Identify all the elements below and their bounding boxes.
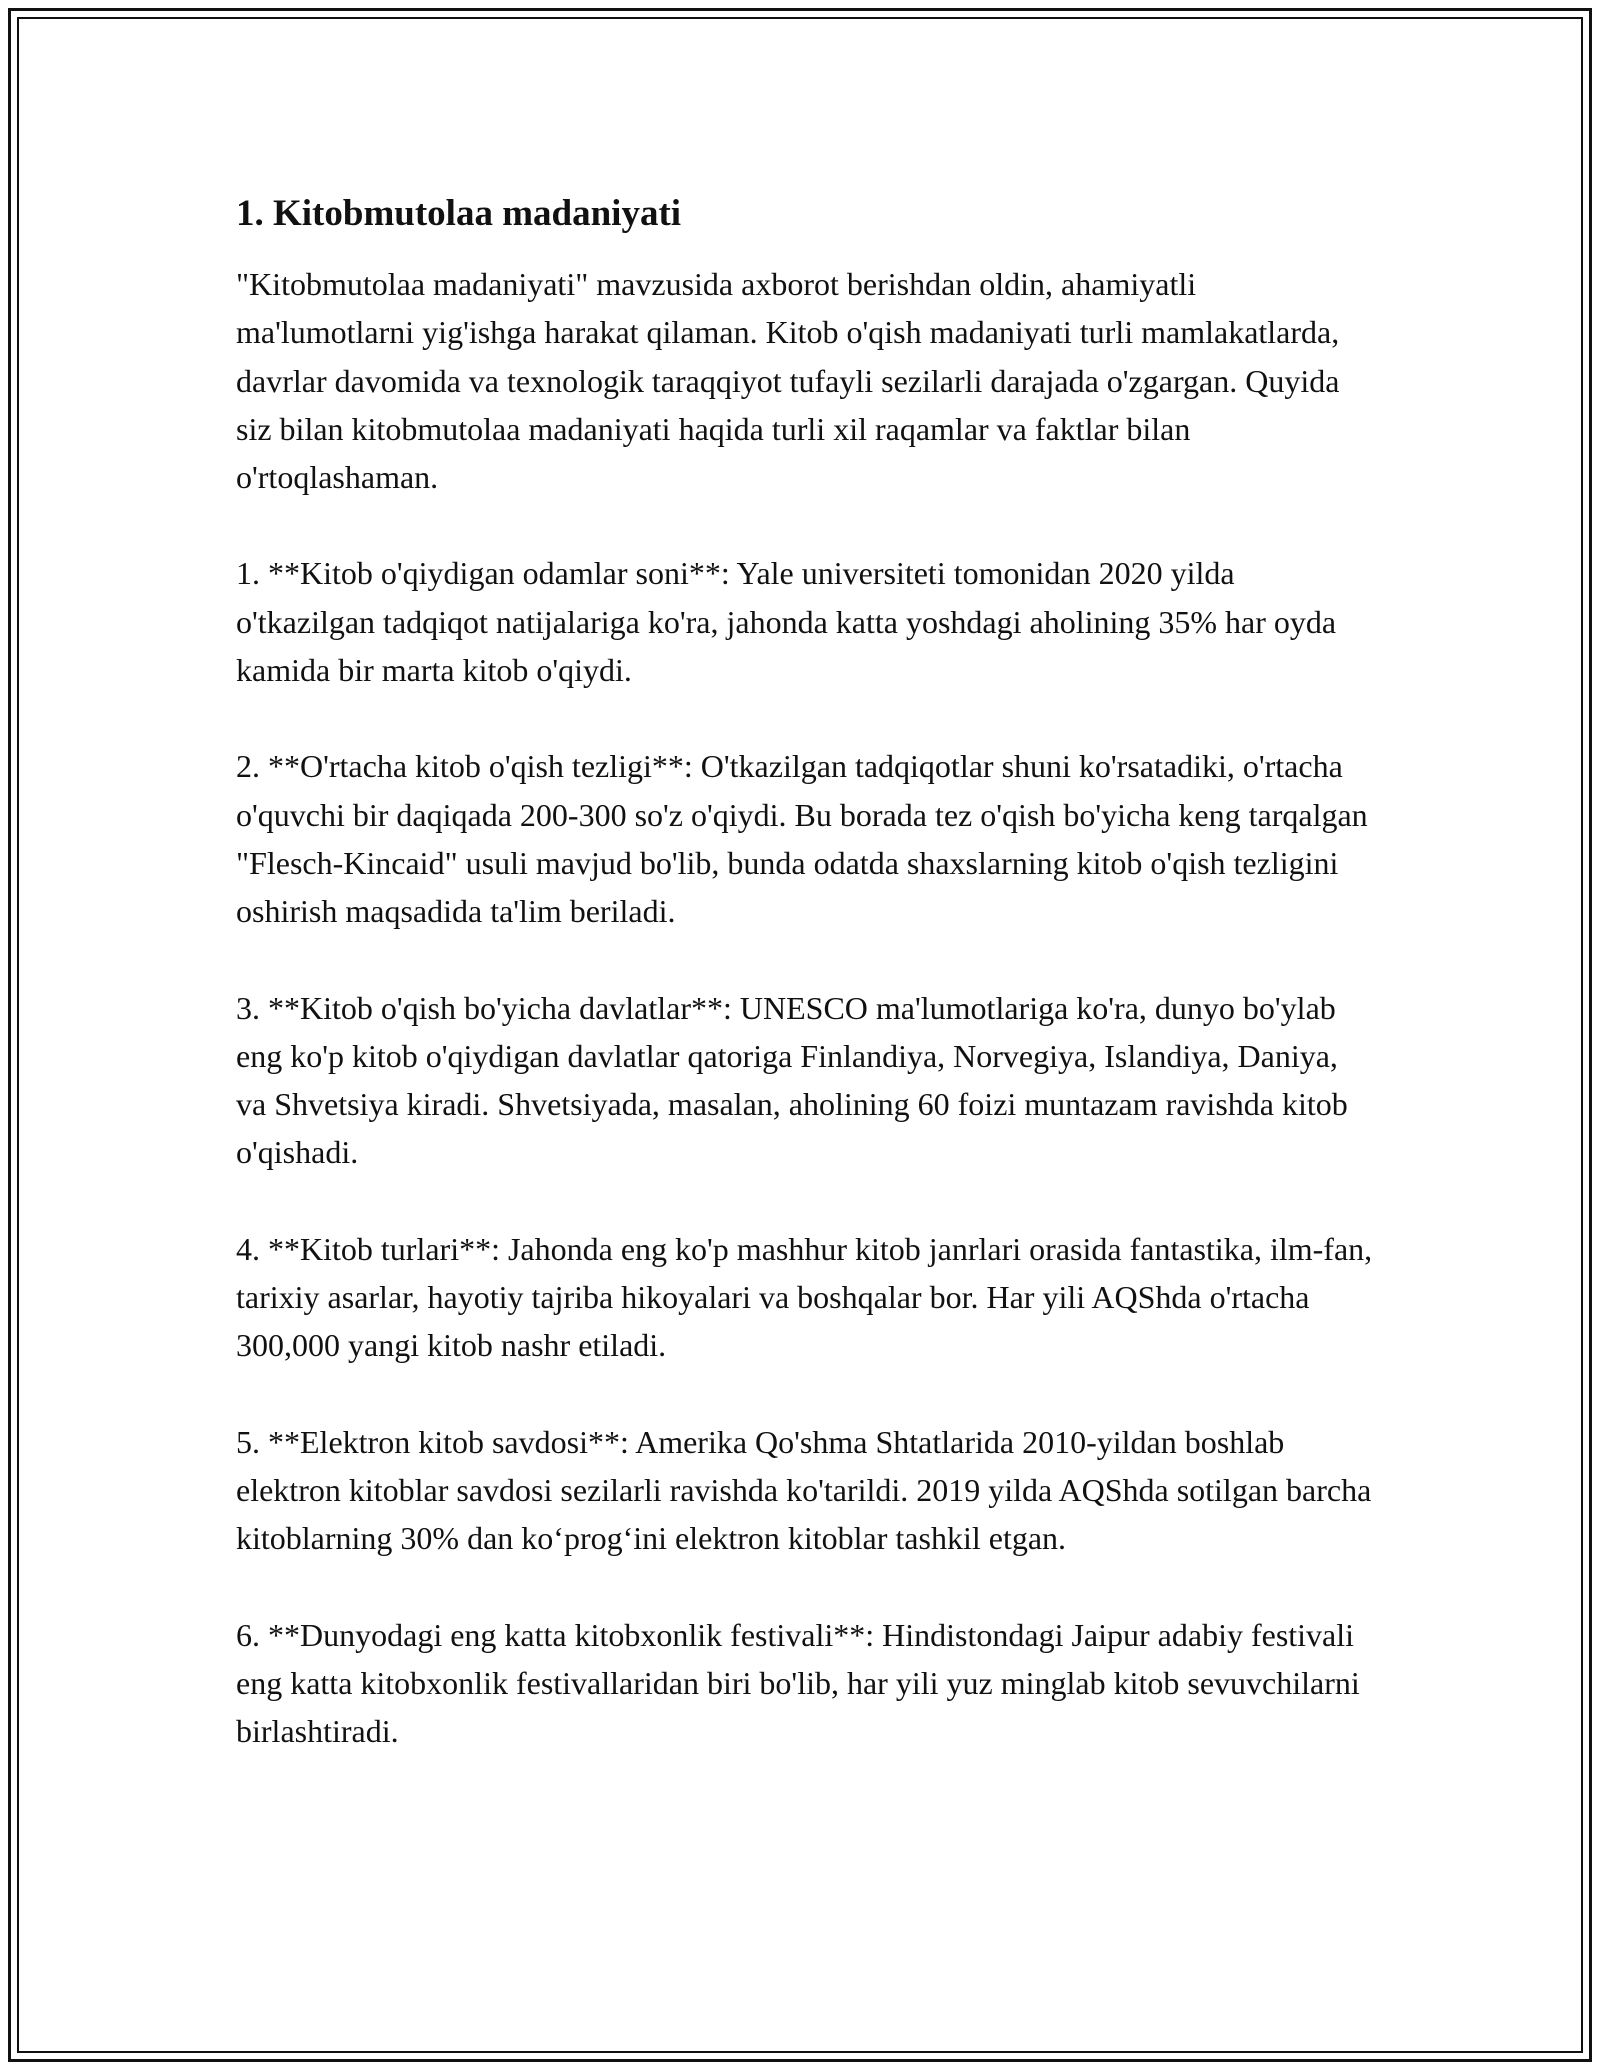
fact-paragraph-6: 6. **Dunyodagi eng katta kitobxonlik festivali**: Hindistondagi Jaipur adabiy festivali eng katta kitobxonlik festivallaridan biri bo'lib, har yili yuz minglab kitob sevuvchilarni birlashtiradi. [236,1616,1360,1750]
fact-paragraph-3: 3. **Kitob o'qish bo'yicha davlatlar**: UNESCO ma'lumotlariga ko'ra, dunyo bo'ylab eng ko'p kitob o'qiydigan davlatlar qatoriga Finlandiya, Norvegiya, Islandiya, Daniya, va Shvetsiya kiradi. Shvetsiyada, masalan, aholining 60 foizi muntazam ravishda kitob o'qishadi. [236,989,1348,1171]
fact-paragraph-1: 1. **Kitob o'qiydigan odamlar soni**: Yale universiteti tomonidan 2020 yilda o'tkazilgan tadqiqot natijalariga ko'ra, jahonda katta yoshdagi aholining 35% har oyda kamida bir marta kitob o'qiydi. [236,555,1337,689]
intro-paragraph: "Kitobmutolaa madaniyati" mavzusida axborot berishdan oldin, ahamiyatli ma'lumotlarni yig'ishga harakat qilaman. Kitob o'qish madaniyati turli mamlakatlarda, davrlar davomida va texnologik taraqqiyot tufayli sezilarli darajada o'zgargan. Quyida siz bilan kitobmutolaa madaniyati haqida turli xil raqamlar va faktlar bilan o'rtoqlashaman. [236,266,1340,496]
document-title: 1. Kitobmutolaa madaniyati [236,193,682,234]
fact-paragraph-2: 2. **O'rtacha kitob o'qish tezligi**: O'tkazilgan tadqiqotlar shuni ko'rsatadiki, o'rtacha o'quvchi bir daqiqada 200-300 so'z o'qiydi. Bu borada tez o'qish bo'yicha keng tarqalgan "Flesch-Kincaid" usuli mavjud bo'lib, bunda odatda shaxslarning kitob o'qish tezligini oshirish maqsadida ta'lim beriladi. [236,748,1368,930]
fact-paragraph-5: 5. **Elektron kitob savdosi**: Amerika Qo'shma Shtatlarida 2010-yildan boshlab elektron kitoblar savdosi sezilarli ravishda ko'tarildi. 2019 yilda AQShda sotilgan barcha kitoblarning 30% dan ko‘prog‘ini elektron kitoblar tashkil etgan. [236,1423,1372,1557]
fact-paragraph-4: 4. **Kitob turlari**: Jahonda eng ko'p mashhur kitob janrlari orasida fantastika, ilm-fan, tarixiy asarlar, hayotiy tajriba hikoyalari va boshqalar bor. Har yili AQShda o'rtacha 300,000 yangi kitob nashr etiladi. [236,1230,1373,1364]
document-body [236,190,1376,1803]
